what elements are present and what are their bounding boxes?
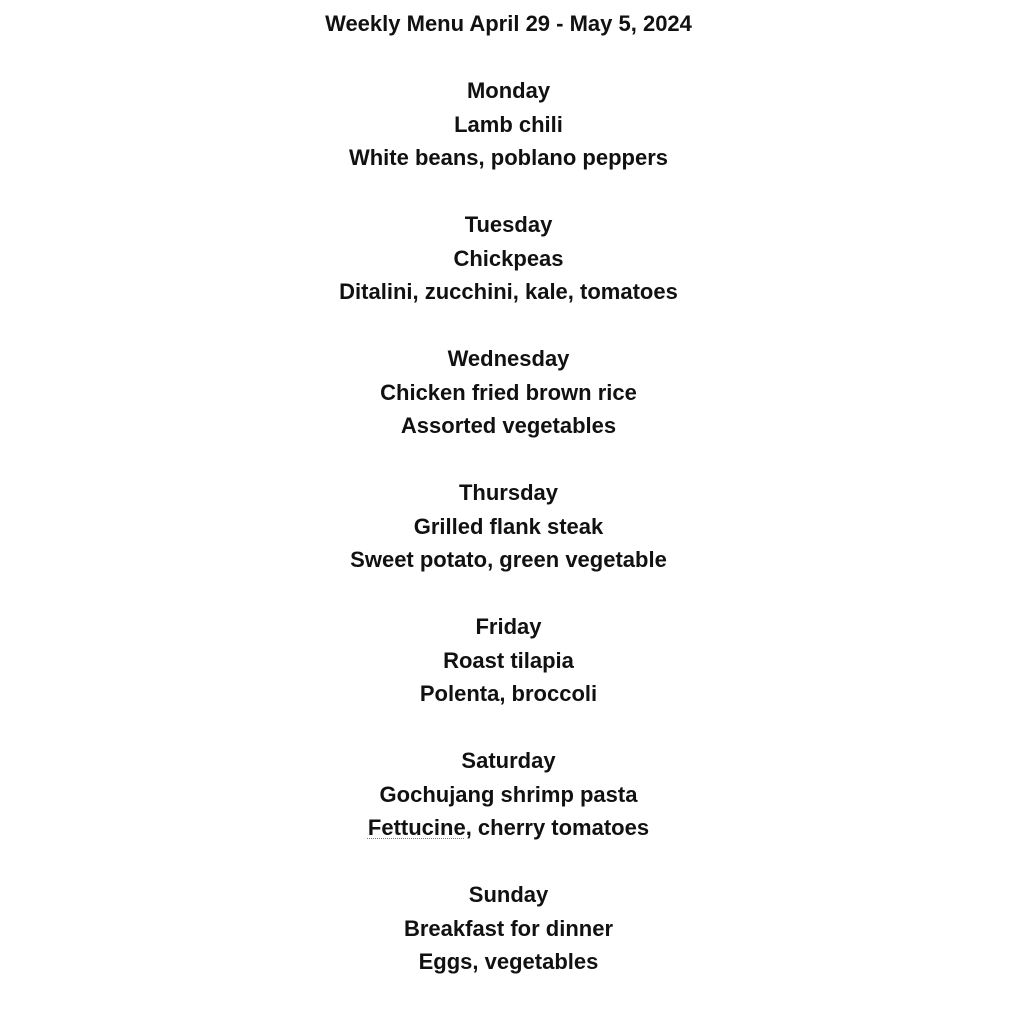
sides-thursday: Sweet potato, green vegetable	[350, 547, 667, 572]
sides-saturday	[0, 815, 1017, 841]
spellcheck-flagged-word: Fettucine	[367, 815, 466, 840]
dish-thursday: Grilled flank steak	[413, 514, 604, 539]
day-heading-monday: Monday	[466, 78, 551, 103]
dish-tuesday: Chickpeas	[453, 246, 564, 271]
sides-monday: White beans, poblano peppers	[348, 145, 669, 170]
dish-wednesday: Chicken fried brown rice	[380, 380, 637, 405]
day-heading-wednesday: Wednesday	[447, 346, 570, 371]
sides-saturday-rest: , cherry tomatoes	[465, 815, 650, 840]
sides-tuesday: Ditalini, zucchini, kale, tomatoes	[339, 279, 678, 304]
sides-wednesday: Assorted vegetables	[400, 413, 617, 438]
sides-friday: Polenta, broccoli	[419, 681, 598, 706]
day-heading-friday: Friday	[475, 614, 542, 639]
day-heading-sunday: Sunday	[468, 882, 549, 907]
sides-sunday: Eggs, vegetables	[418, 949, 599, 974]
day-heading-tuesday: Tuesday	[464, 212, 553, 237]
dish-monday: Lamb chili	[454, 112, 563, 137]
menu-title: Weekly Menu April 29 - May 5, 2024	[325, 11, 692, 36]
dish-saturday: Gochujang shrimp pasta	[379, 782, 638, 807]
dish-friday: Roast tilapia	[443, 648, 574, 673]
day-heading-thursday: Thursday	[458, 480, 559, 505]
day-heading-saturday: Saturday	[461, 748, 556, 773]
dish-sunday: Breakfast for dinner	[403, 916, 614, 941]
